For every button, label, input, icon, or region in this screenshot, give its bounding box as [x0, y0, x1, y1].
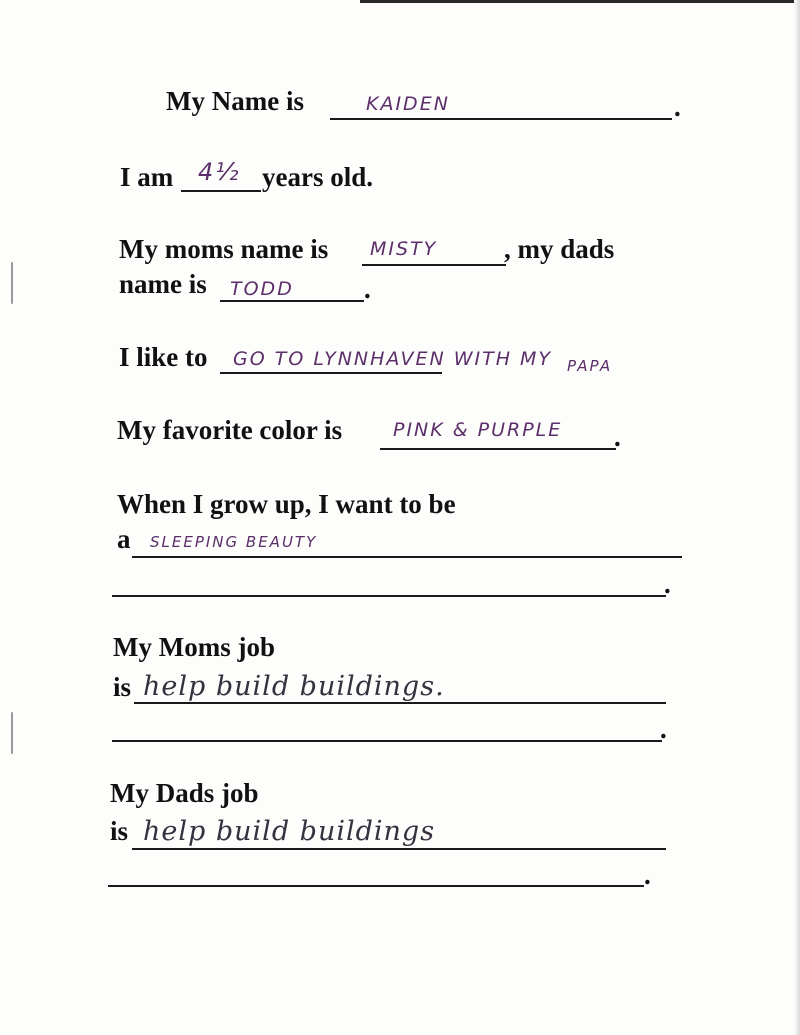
like-label: I like to	[119, 342, 208, 372]
moms-name-label: My moms name is	[119, 234, 329, 264]
dads-name-label: , my dads	[504, 234, 615, 264]
dads-name-label-2: name is	[119, 269, 207, 299]
grow-up-answer: SLEEPING BEAUTY	[150, 533, 318, 551]
moms-job-answer: help build buildings.	[143, 671, 445, 702]
grow-up-a: a	[117, 524, 131, 554]
moms-job-blank-1[interactable]	[134, 702, 666, 704]
grow-up-blank-1[interactable]	[132, 556, 682, 558]
grow-up-blank-2[interactable]	[112, 595, 666, 597]
color-answer: PINK & PURPLE	[393, 419, 563, 441]
dads-job-blank-1[interactable]	[132, 848, 666, 850]
dads-job-answer: help build buildings	[143, 816, 436, 847]
like-blank[interactable]	[220, 372, 442, 374]
moms-job-period: .	[660, 714, 667, 744]
moms-job-is: is	[113, 672, 132, 702]
age-blank[interactable]	[181, 190, 261, 192]
name-blank[interactable]	[330, 118, 672, 120]
dads-job-blank-2[interactable]	[108, 885, 644, 887]
like-answer: GO TO LYNNHAVEN WITH MY	[233, 348, 553, 370]
name-answer: KAIDEN	[366, 93, 450, 115]
punch-hole-mark	[11, 712, 13, 754]
age-suffix: years old.	[262, 162, 373, 192]
age-answer: 4½	[198, 158, 241, 186]
moms-name-answer: MISTY	[370, 238, 438, 260]
dads-name-period: .	[364, 274, 371, 304]
age-label: I am	[120, 162, 174, 192]
grow-up-label: When I grow up, I want to be	[117, 489, 456, 519]
dads-name-blank[interactable]	[220, 300, 364, 302]
scan-right-edge	[794, 0, 800, 1035]
like-answer-tail: PAPA	[567, 357, 613, 375]
dads-name-answer: TODD	[230, 278, 294, 300]
scan-top-edge	[360, 0, 800, 3]
moms-job-blank-2[interactable]	[112, 740, 662, 742]
name-period: .	[674, 92, 681, 122]
grow-up-period: .	[664, 569, 671, 599]
dads-job-label: My Dads job	[110, 778, 259, 808]
dads-job-is: is	[110, 816, 129, 846]
dads-job-period: .	[644, 860, 651, 890]
color-label: My favorite color is	[117, 415, 343, 445]
moms-job-label: My Moms job	[113, 632, 275, 662]
color-blank[interactable]	[380, 448, 616, 450]
name-label: My Name is	[166, 86, 304, 116]
moms-name-blank[interactable]	[362, 264, 506, 266]
punch-hole-mark	[11, 262, 13, 304]
color-period: .	[614, 422, 621, 452]
